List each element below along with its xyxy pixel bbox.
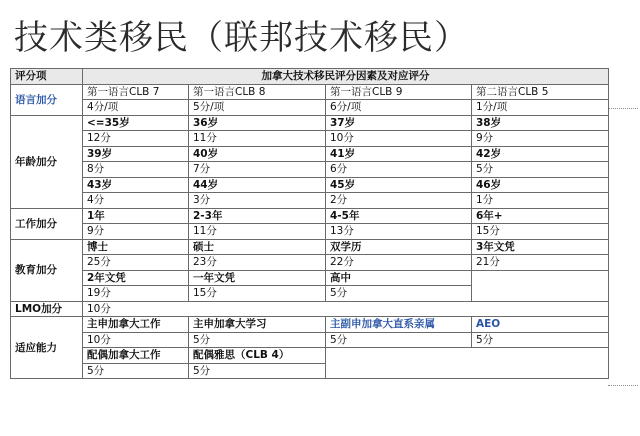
table-cell: 42岁 [472,146,609,162]
table-cell: 主申加拿大学习 [189,317,326,333]
table-cell: 2分 [326,193,472,209]
table-cell: 高中 [326,270,472,286]
table-cell: 12分 [83,131,189,147]
table-row [11,332,609,348]
empty-cell [326,348,609,379]
table-cell: 38岁 [472,115,609,131]
table-cell: 硕士 [189,239,326,255]
category-age: 年龄加分 [11,115,83,208]
table-row [11,317,609,333]
table-cell: 3年文凭 [472,239,609,255]
table-row [11,162,609,178]
category-work: 工作加分 [11,208,83,239]
table-cell: 5分 [326,332,472,348]
table-cell: 第二语言CLB 5 [472,84,609,100]
table-cell: 2-3年 [189,208,326,224]
table-header-row [11,69,609,85]
table-cell: 6分/项 [326,100,472,116]
table-cell: 博士 [83,239,189,255]
table-cell: 46岁 [472,177,609,193]
table-cell: 4-5年 [326,208,472,224]
table-row [11,131,609,147]
table-cell: 5分/项 [189,100,326,116]
table-cell: 5分 [189,363,326,379]
table-cell: 13分 [326,224,472,240]
table-cell: 10分 [83,332,189,348]
table-cell: 1分 [472,193,609,209]
dotted-line-decoration [608,385,638,386]
table-cell: 3分 [189,193,326,209]
table-cell: 39岁 [83,146,189,162]
table-cell: 主申加拿大工作 [83,317,189,333]
table-row [11,115,609,131]
table-cell: 主副申加拿大直系亲属 [326,317,472,333]
page-title: 技术类移民（联邦技术移民） [14,18,469,58]
table-cell: 第一语言CLB 8 [189,84,326,100]
table-row [11,301,609,317]
table-row [11,255,609,271]
table-cell: 15分 [472,224,609,240]
table-cell: 11分 [189,131,326,147]
table-cell: 第一语言CLB 7 [83,84,189,100]
table-cell: AEO [472,317,609,333]
table-row [11,84,609,100]
table-cell: 4分 [83,193,189,209]
table-row [11,193,609,209]
table-cell: 1年 [83,208,189,224]
table-cell: 10分 [326,131,472,147]
table-cell: 37岁 [326,115,472,131]
table-cell: 41岁 [326,146,472,162]
table-row [11,224,609,240]
table-row [11,177,609,193]
category-adaptability: 适应能力 [11,317,83,379]
table-cell: 5分 [472,162,609,178]
corner-header: 评分项 [11,69,83,85]
table-cell: 11分 [189,224,326,240]
table-row [11,348,609,364]
table-cell: 第一语言CLB 9 [326,84,472,100]
table-cell: 5分 [83,363,189,379]
table-row [11,146,609,162]
table-cell: 2年文凭 [83,270,189,286]
table-cell: 44岁 [189,177,326,193]
table-cell: <=35岁 [83,115,189,131]
score-table [10,68,609,379]
table-cell: 5分 [189,332,326,348]
table-cell: 45岁 [326,177,472,193]
table-cell: 7分 [189,162,326,178]
table-cell: 配偶雅思（CLB 4） [189,348,326,364]
table-header: 加拿大技术移民评分因素及对应评分 [83,69,609,85]
table-cell: 6年+ [472,208,609,224]
category-education: 教育加分 [11,239,83,301]
table-row [11,270,609,286]
table-cell: 配偶加拿大工作 [83,348,189,364]
dotted-line-decoration [608,108,638,109]
table-cell: 40岁 [189,146,326,162]
table-row [11,208,609,224]
table-cell: 19分 [83,286,189,302]
table-cell: 6分 [326,162,472,178]
table-row [11,100,609,116]
table-cell: 双学历 [326,239,472,255]
table-cell: 23分 [189,255,326,271]
table-cell: 10分 [83,301,609,317]
table-cell: 22分 [326,255,472,271]
table-cell: 5分 [326,286,472,302]
table-cell: 36岁 [189,115,326,131]
table-cell: 4分/项 [83,100,189,116]
table-cell: 9分 [83,224,189,240]
table-cell: 43岁 [83,177,189,193]
table-cell: 1分/项 [472,100,609,116]
empty-cell [472,270,609,301]
table-cell: 15分 [189,286,326,302]
table-cell: 25分 [83,255,189,271]
table-cell: 21分 [472,255,609,271]
table-cell: 5分 [472,332,609,348]
table-cell: 8分 [83,162,189,178]
table-cell: 9分 [472,131,609,147]
category-lmo: LMO加分 [11,301,83,317]
category-language: 语言加分 [11,84,83,115]
table-row [11,239,609,255]
table-cell: 一年文凭 [189,270,326,286]
